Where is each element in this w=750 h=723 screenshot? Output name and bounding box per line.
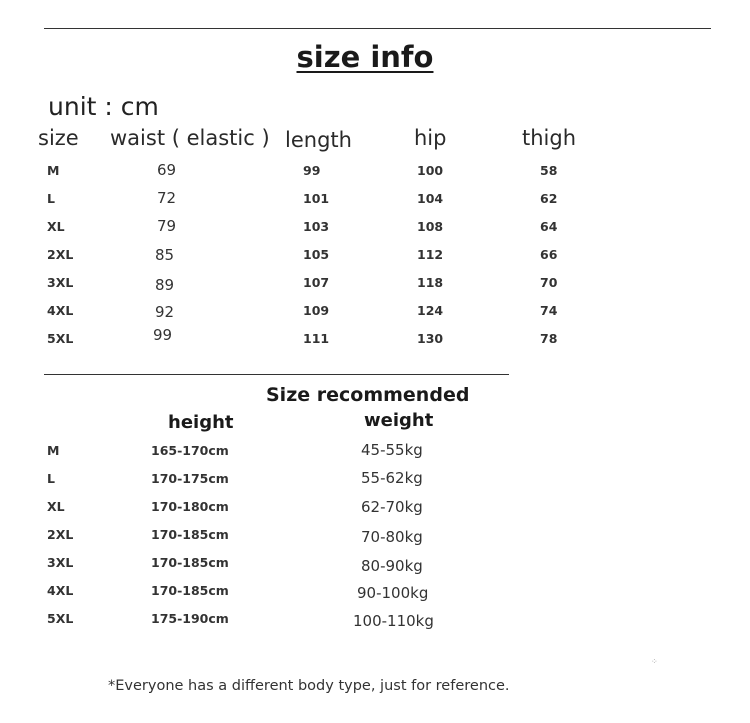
middle-divider (44, 374, 509, 375)
rec-height-cell: 170-175cm (151, 471, 229, 486)
size-cell: 5XL (47, 331, 74, 346)
rec-weight-cell: 45-55kg (361, 441, 423, 459)
hip-cell: 124 (417, 303, 444, 318)
recommended-title: Size recommended (266, 384, 470, 406)
rec-weight-cell: 62-70kg (361, 498, 423, 516)
size-cell: 4XL (47, 303, 74, 318)
thigh-cell: 74 (540, 303, 558, 318)
rec-height-cell: 170-185cm (151, 555, 229, 570)
rec-size-cell: 3XL (47, 555, 74, 570)
header-hip: hip (414, 126, 447, 150)
thigh-cell: 66 (540, 247, 558, 262)
header-length: length (285, 128, 352, 152)
page-title: size info (296, 40, 434, 74)
rec-height-cell: 170-185cm (151, 527, 229, 542)
waist-cell: 89 (155, 276, 175, 294)
thigh-cell: 58 (540, 163, 558, 178)
waist-cell: 72 (157, 189, 177, 207)
length-cell: 99 (303, 163, 321, 178)
rec-size-cell: 2XL (47, 527, 74, 542)
rec-weight-cell: 90-100kg (357, 584, 429, 602)
rec-weight-cell: 80-90kg (361, 557, 423, 575)
rec-weight-cell: 70-80kg (361, 528, 423, 546)
size-cell: 2XL (47, 247, 74, 262)
unit-label: unit : cm (48, 92, 159, 121)
hip-cell: 104 (417, 191, 444, 206)
rec-weight-cell: 100-110kg (353, 612, 434, 630)
hip-cell: 112 (417, 247, 444, 262)
hip-cell: 108 (417, 219, 444, 234)
length-cell: 109 (303, 303, 330, 318)
waist-cell: 85 (155, 246, 175, 264)
rec-height-cell: 170-185cm (151, 583, 229, 598)
waist-cell: 69 (157, 161, 177, 179)
thigh-cell: 62 (540, 191, 558, 206)
decorative-speck: ⁘ (651, 657, 658, 666)
rec-height-cell: 165-170cm (151, 443, 229, 458)
header-height: height (168, 412, 234, 433)
size-cell: L (47, 191, 55, 206)
waist-cell: 92 (155, 303, 175, 321)
header-waist: waist ( elastic ) (110, 126, 270, 150)
waist-cell: 99 (153, 326, 173, 344)
rec-height-cell: 170-180cm (151, 499, 229, 514)
hip-cell: 100 (417, 163, 444, 178)
rec-size-cell: L (47, 471, 55, 486)
rec-size-cell: XL (47, 499, 65, 514)
top-divider (44, 28, 711, 29)
thigh-cell: 70 (540, 275, 558, 290)
rec-height-cell: 175-190cm (151, 611, 229, 626)
rec-size-cell: 5XL (47, 611, 74, 626)
header-weight: weight (364, 410, 434, 431)
rec-weight-cell: 55-62kg (361, 469, 423, 487)
thigh-cell: 64 (540, 219, 558, 234)
waist-cell: 79 (157, 217, 177, 235)
length-cell: 111 (303, 331, 330, 346)
length-cell: 101 (303, 191, 330, 206)
size-cell: 3XL (47, 275, 74, 290)
hip-cell: 130 (417, 331, 444, 346)
length-cell: 105 (303, 247, 330, 262)
size-cell: M (47, 163, 60, 178)
rec-size-cell: 4XL (47, 583, 74, 598)
header-thigh: thigh (522, 126, 577, 150)
header-size: size (38, 126, 79, 150)
reference-note: *Everyone has a different body type, just for reference. (108, 678, 510, 694)
thigh-cell: 78 (540, 331, 558, 346)
hip-cell: 118 (417, 275, 444, 290)
length-cell: 103 (303, 219, 330, 234)
rec-size-cell: M (47, 443, 60, 458)
length-cell: 107 (303, 275, 330, 290)
size-cell: XL (47, 219, 65, 234)
